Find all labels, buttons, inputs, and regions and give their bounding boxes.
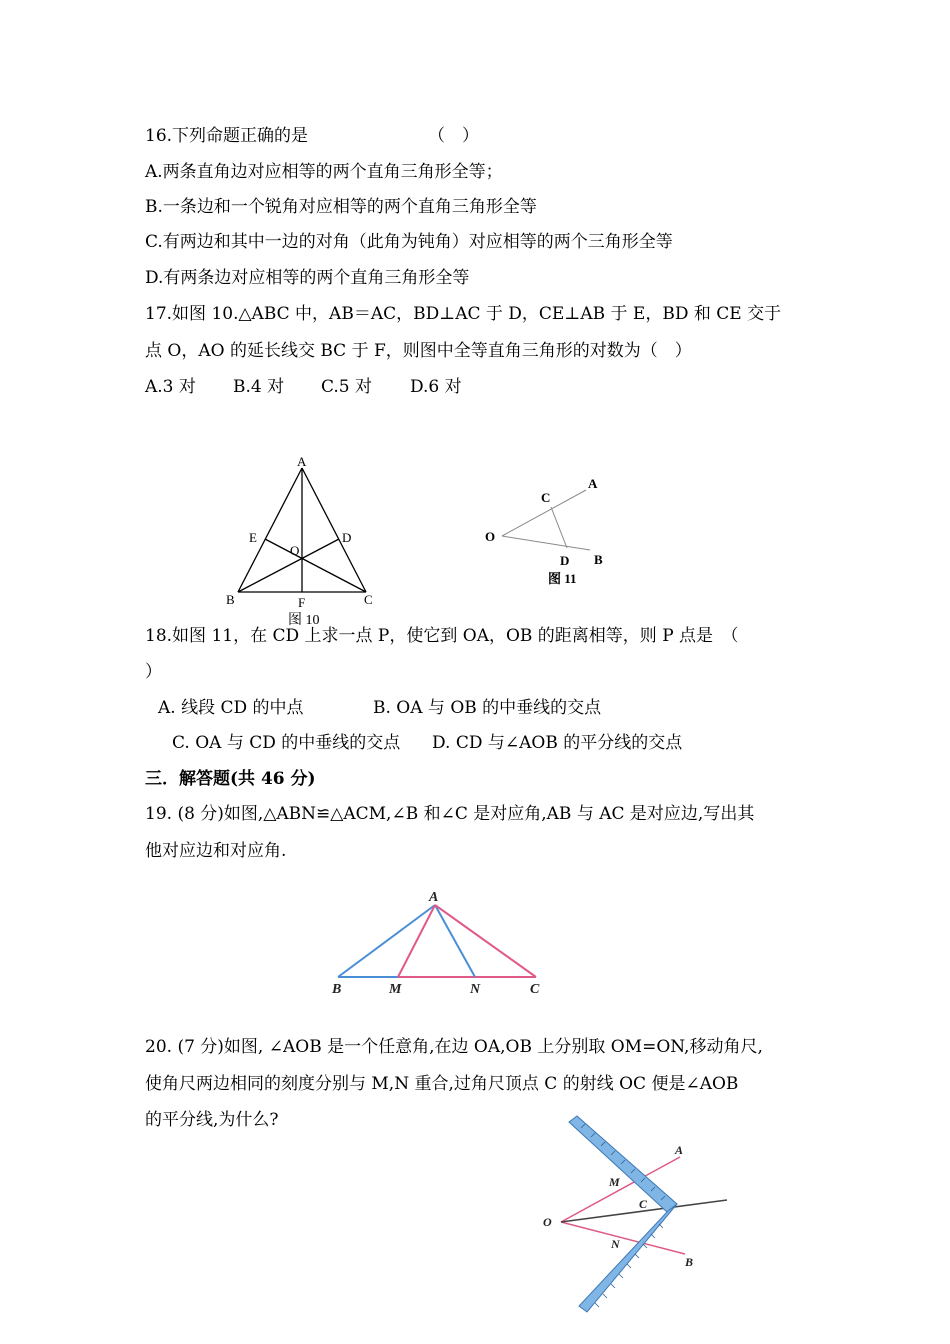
fig10-label-b: B: [226, 592, 235, 607]
fig10-side-ab: [238, 468, 302, 592]
q16-option-b: B.一条边和一个锐角对应相等的两个直角三角形全等: [145, 197, 537, 217]
fig11-label-a: A: [588, 476, 598, 491]
q16-stem-text: 16.下列命题正确的是: [145, 126, 309, 146]
fig20-label-o: O: [543, 1215, 552, 1229]
fig10-segment-ce: [265, 539, 366, 592]
fig19-side-ab: [338, 905, 435, 977]
fig19-side-ac: [435, 905, 536, 977]
q20-line1: 20. (7 分)如图, ∠AOB 是一个任意角,在边 OA,OB 上分别取 OM=ON,移动角尺,: [145, 1037, 763, 1057]
q18-option-c: C. OA 与 CD 的中垂线的交点: [172, 733, 401, 753]
fig10-caption: 图 10: [288, 613, 320, 628]
fig20-label-c: C: [639, 1197, 648, 1211]
fig10-label-c: C: [364, 592, 373, 607]
fig11-label-d: D: [560, 553, 570, 568]
fig10-label-d: D: [342, 530, 352, 545]
fig19-side-am: [398, 905, 435, 977]
q17-option-a: A.3 对: [145, 377, 196, 397]
fig11-segment-cd: [551, 507, 567, 548]
fig10-label-f: F: [298, 595, 306, 610]
fig11-label-o: O: [485, 529, 496, 544]
fig10-segment-bd: [238, 539, 339, 592]
fig10-label-a: A: [297, 454, 307, 469]
q19-line2: 他对应边和对应角.: [145, 841, 287, 861]
q18-line1: 18.如图 11，在 CD 上求一点 P，使它到 OA，OB 的距离相等，则 P 点是 （: [145, 626, 739, 646]
q16-option-d: D.有两条边对应相等的两个直角三角形全等: [145, 268, 470, 288]
q17-line1: 17.如图 10.△ABC 中，AB＝AC，BD⊥AC 于 D，CE⊥AB 于 E，BD 和 CE 交于: [145, 304, 782, 324]
figure-20: [535, 1112, 745, 1320]
q17-line2: 点 O，AO 的延长线交 BC 于 F，则图中全等直角三角形的对数为（ ）: [145, 341, 692, 361]
q17-option-c: C.5 对: [321, 377, 373, 397]
fig19-label-n: N: [470, 982, 481, 997]
fig11-label-c: C: [541, 490, 551, 505]
fig20-label-m: M: [609, 1175, 620, 1189]
fig20-ray-ob: [561, 1222, 685, 1254]
q16-answer-paren: （ ）: [428, 126, 479, 146]
fig19-label-b: B: [332, 982, 342, 997]
figure-11: [478, 470, 618, 590]
fig11-ray-ob: [502, 536, 590, 550]
fig11-label-b: B: [594, 552, 603, 567]
q17-option-b: B.4 对: [233, 377, 285, 397]
fig10-side-ac: [302, 468, 366, 592]
fig20-label-n: N: [611, 1237, 620, 1251]
fig19-label-a: A: [429, 890, 439, 905]
q20-line2: 使角尺两边相同的刻度分别与 M,N 重合,过角尺顶点 C 的射线 OC 便是∠AOB: [145, 1074, 739, 1094]
fig19-label-m: M: [389, 982, 402, 997]
figure-10: [218, 452, 388, 630]
fig10-label-o: O: [290, 543, 300, 558]
q16-option-a: A.两条直角边对应相等的两个直角三角形全等；: [145, 162, 503, 182]
q20-line3: 的平分线,为什么?: [145, 1110, 279, 1130]
section-heading: 三．解答题(共 46 分): [145, 769, 316, 789]
q16-option-c: C.有两边和其中一边的对角（此角为钝角）对应相等的两个三角形全等: [145, 232, 673, 252]
q19-line1: 19. (8 分)如图,△ABN≌△ACM,∠B 和∠C 是对应角,AB 与 AC 是对应边,写出其: [145, 804, 755, 824]
fig19-side-an: [435, 905, 475, 977]
fig20-label-a: A: [675, 1143, 684, 1157]
q18-option-a: A. 线段 CD 的中点: [158, 698, 304, 718]
fig10-label-e: E: [249, 530, 257, 545]
q18-option-d: D. CD 与∠AOB 的平分线的交点: [432, 733, 683, 753]
q18-option-b: B. OA 与 OB 的中垂线的交点: [373, 698, 602, 718]
figure-19: [320, 885, 560, 1000]
q17-option-d: D.6 对: [410, 377, 462, 397]
fig11-caption: 图 11: [548, 571, 577, 586]
fig20-label-b: B: [685, 1255, 694, 1269]
q18-line2: ）: [145, 662, 162, 682]
q16-stem: [145, 124, 479, 148]
fig19-label-c: C: [530, 982, 540, 997]
